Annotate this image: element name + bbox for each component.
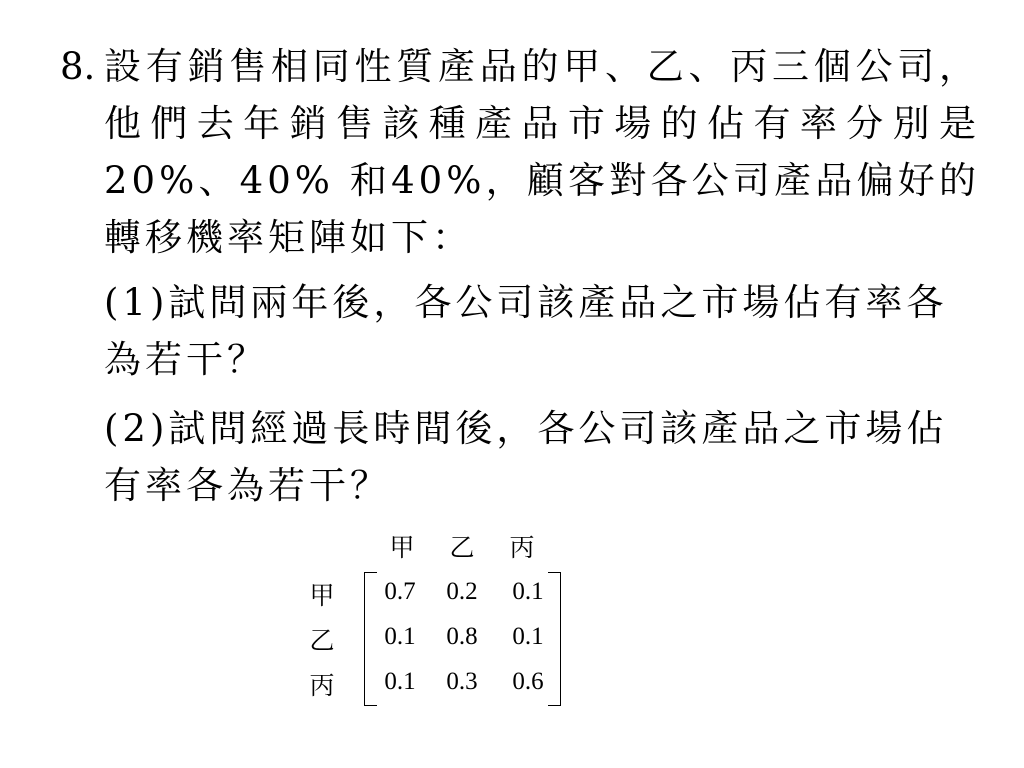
problem-statement [60, 38, 980, 514]
sub-question-2: (2)試問經過長時間後，各公司該產品之市場佔有率各為若干？ [104, 407, 948, 507]
sub-question-1: (1)試問兩年後，各公司該產品之市場佔有率各為若干？ [104, 281, 948, 381]
matrix-row-label: 丙 [309, 673, 335, 700]
matrix-cell: 0.3 [446, 668, 478, 695]
matrix-cell: 0.2 [446, 578, 478, 605]
matrix-cell: 0.6 [512, 668, 544, 695]
matrix-row-label: 甲 [309, 583, 335, 610]
problem-number: 8. [60, 45, 96, 88]
matrix-cell: 0.8 [446, 623, 478, 650]
matrix-cell: 0.1 [384, 623, 416, 650]
matrix-cell: 0.7 [384, 578, 416, 605]
matrix-column-label: 乙 [449, 535, 475, 562]
transition-matrix [300, 520, 570, 710]
matrix-column-label: 丙 [509, 535, 535, 562]
matrix-cell: 0.1 [512, 623, 544, 650]
problem-paragraph [60, 38, 980, 266]
matrix-cell: 0.1 [512, 578, 544, 605]
matrix-column-label: 甲 [389, 535, 415, 562]
problem-text: 設有銷售相同性質產品的甲、乙、丙三個公司，他們去年銷售該種產品市場的佔有率分別是20%、40% 和40%，顧客對各公司產品偏好的轉移機率矩陣如下： [104, 45, 980, 259]
matrix-row-label: 乙 [309, 628, 335, 655]
matrix-cell: 0.1 [384, 668, 416, 695]
